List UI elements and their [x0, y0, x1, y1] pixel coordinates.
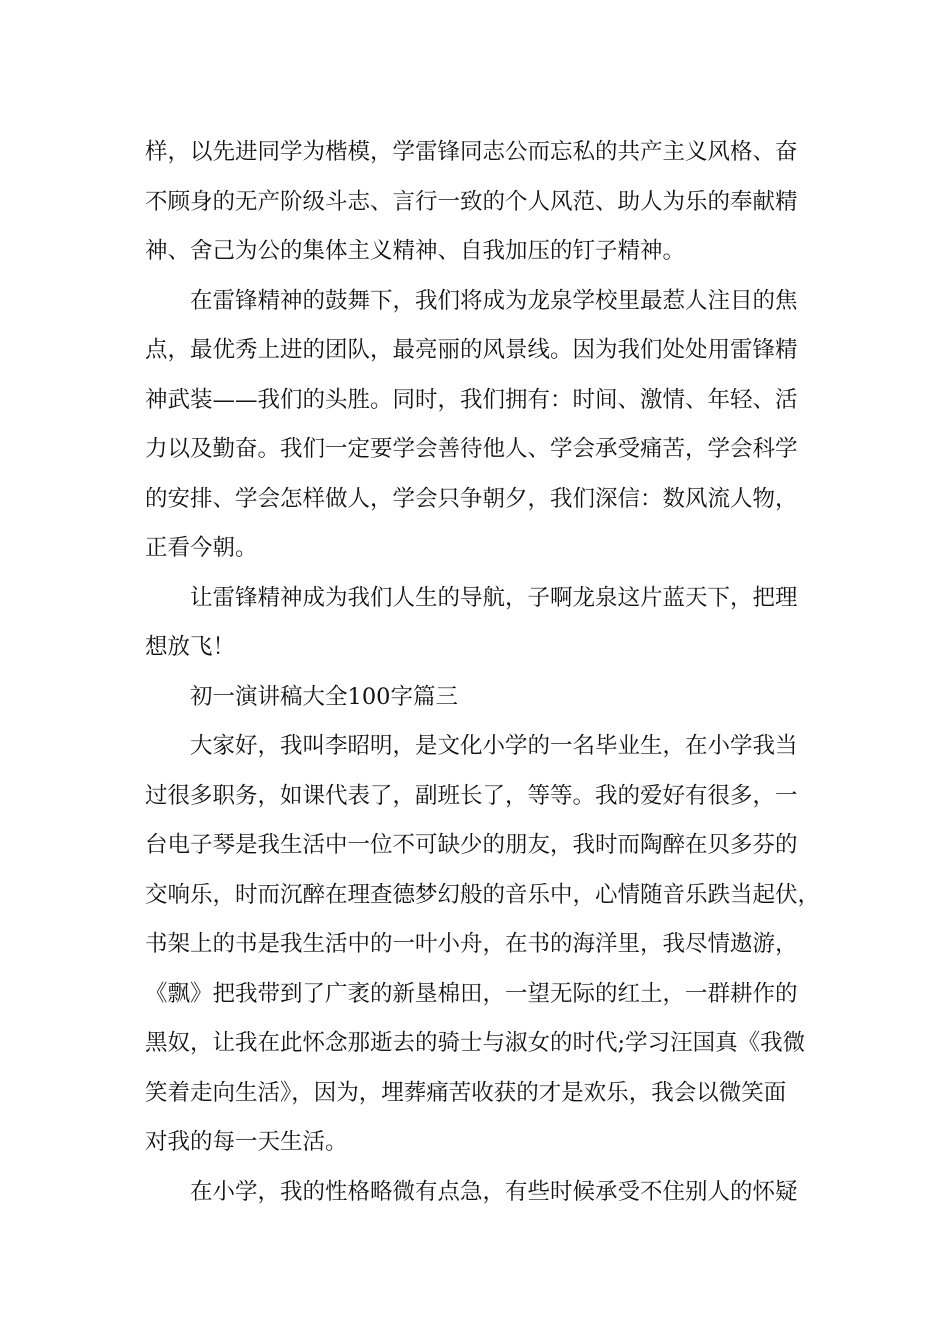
- section-heading: 初一演讲稿大全100字篇三: [190, 683, 458, 710]
- text-line: 力以及勤奋。我们一定要学会善待他人、学会承受痛苦，学会科学: [145, 436, 798, 462]
- text-line: 不顾身的无产阶级斗志、言行一致的个人风范、助人为乐的奉献精: [145, 188, 798, 215]
- document-body: [145, 128, 821, 1217]
- text-line: 书架上的书是我生活中的一叶小舟，在书的海洋里，我尽情遨游，: [145, 931, 798, 957]
- text-line: 对我的每一天生活。: [145, 1129, 348, 1155]
- text-line: 点，最优秀上进的团队，最亮丽的风景线。因为我们处处用雷锋精: [145, 337, 798, 363]
- text-line: 神、舍己为公的集体主义精神、自我加压的钉子精神。: [145, 238, 686, 264]
- text-line: 交响乐，时而沉醉在理查德梦幻般的音乐中，心情随音乐跌当起伏，: [145, 881, 821, 908]
- text-line: 笑着走向生活》，因为，埋葬痛苦收获的才是欢乐，我会以微笑面: [145, 1079, 787, 1106]
- paragraph-start-line: 大家好，我叫李昭明，是文化小学的一名毕业生，在小学我当: [190, 733, 798, 759]
- text-line: 过很多职务，如课代表了，副班长了，等等。我的爱好有很多，一: [145, 782, 798, 809]
- text-line: 《飘》把我带到了广袤的新垦棉田，一望无际的红土，一群耕作的: [145, 980, 798, 1007]
- text-line: 神武装——我们的头胜。同时，我们拥有：时间、激情、年轻、活: [145, 386, 798, 413]
- text-line: 黑奴，让我在此怀念那逝去的骑士与淑女的时代;学习汪国真《我微: [145, 1030, 806, 1056]
- paragraph-start-line: 在雷锋精神的鼓舞下，我们将成为龙泉学校里最惹人注目的焦: [190, 287, 798, 314]
- paragraph-start-line: 让雷锋精神成为我们人生的导航，子啊龙泉这片蓝天下，把理: [190, 584, 798, 611]
- text-line: 想放飞！: [145, 634, 236, 660]
- text-line: 正看今朝。: [145, 535, 258, 561]
- text-line: 样，以先进同学为楷模，学雷锋同志公而忘私的共产主义风格、奋: [145, 139, 798, 165]
- paragraph-start-line: 在小学，我的性格略微有点急，有些时候承受不住别人的怀疑: [190, 1178, 798, 1205]
- text-line: 的安排、学会怎样做人，学会只争朝夕，我们深信：数风流人物，: [145, 485, 798, 512]
- text-line: 台电子琴是我生活中一位不可缺少的朋友，我时而陶醉在贝多芬的: [145, 832, 798, 858]
